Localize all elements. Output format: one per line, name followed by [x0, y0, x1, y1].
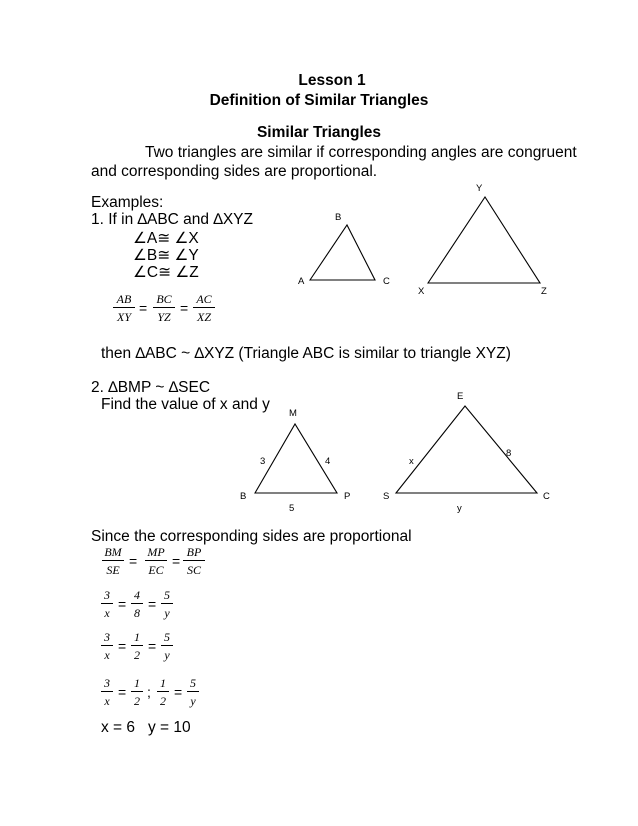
side-label-sc: y — [457, 503, 462, 514]
fraction-5-y: 5 y — [161, 588, 173, 620]
side-label-bp: 5 — [289, 503, 295, 514]
vertex-label-e: E — [457, 391, 464, 402]
example-2-task: Find the value of x and y — [101, 396, 270, 413]
vertex-label-y: Y — [476, 183, 483, 194]
example-2-statement: 2. ∆BMP ~ ∆SEC — [91, 379, 211, 396]
vertex-label-x: X — [418, 286, 425, 297]
equals-sign: = — [180, 300, 189, 316]
equals-sign: = — [118, 638, 127, 654]
side-label-bm: 3 — [260, 456, 266, 467]
equals-sign: = — [172, 553, 181, 569]
fraction-4-8: 4 8 — [131, 588, 143, 620]
vertex-label-c: C — [383, 276, 390, 287]
example-1-statement: 1. If in ∆ABC and ∆XYZ — [91, 211, 253, 228]
equals-sign: = — [118, 684, 127, 700]
ratio-ac-xz: AC XZ — [193, 292, 215, 324]
vertex-label-s: S — [383, 491, 390, 502]
equals-sign: = — [118, 596, 127, 612]
angle-a-congruent: ∠A≅ ∠X — [133, 230, 199, 247]
example-1-conclusion: then ∆ABC ~ ∆XYZ (Triangle ABC is similar to triangle XYZ) — [101, 345, 511, 362]
side-label-mp: 4 — [325, 456, 331, 467]
lesson-heading: Lesson 1 — [298, 72, 366, 89]
fraction-5-y: 5 y — [187, 676, 199, 708]
ratio-ab-xy: AB XY — [113, 292, 135, 324]
equals-sign: = — [148, 596, 157, 612]
ratio-bm-se: BM SE — [102, 545, 124, 577]
lesson-subtitle: Definition of Similar Triangles — [209, 92, 429, 109]
semicolon: ; — [147, 684, 151, 700]
equals-sign: = — [148, 638, 157, 654]
vertex-label-p: P — [344, 491, 351, 502]
vertex-label-b: B — [335, 212, 342, 223]
ratio-bp-sc: BP SC — [183, 545, 205, 577]
fraction-3-x: 3 x — [101, 630, 113, 662]
vertex-label-z: Z — [541, 286, 547, 297]
side-label-se: x — [409, 456, 414, 467]
solution-lead: Since the corresponding sides are proportional — [91, 528, 412, 545]
fraction-3-x: 3 x — [101, 676, 113, 708]
final-answer: x = 6 y = 10 — [101, 719, 191, 736]
examples-label: Examples: — [91, 194, 164, 211]
angle-c-congruent: ∠C≅ ∠Z — [133, 264, 199, 281]
vertex-label-b2: B — [240, 491, 247, 502]
equals-sign: = — [129, 553, 138, 569]
ratio-mp-ec: MP EC — [145, 545, 167, 577]
equals-sign: = — [174, 684, 183, 700]
vertex-label-m: M — [289, 408, 297, 419]
equals-sign: = — [139, 300, 148, 316]
fraction-1-2: 1 2 — [131, 630, 143, 662]
fraction-1-2: 1 2 — [157, 676, 169, 708]
intro-line-1: Two triangles are similar if corresponding angles are congruent — [145, 144, 577, 161]
intro-line-2: and corresponding sides are proportional. — [91, 163, 378, 180]
ratio-bc-yz: BC YZ — [153, 292, 175, 324]
fraction-3-x: 3 x — [101, 588, 113, 620]
vertex-label-c2: C — [543, 491, 550, 502]
side-label-ec: 8 — [506, 448, 512, 459]
fraction-1-2: 1 2 — [131, 676, 143, 708]
fraction-5-y: 5 y — [161, 630, 173, 662]
vertex-label-a: A — [298, 276, 305, 287]
angle-b-congruent: ∠B≅ ∠Y — [133, 247, 199, 264]
section-title: Similar Triangles — [256, 124, 382, 141]
